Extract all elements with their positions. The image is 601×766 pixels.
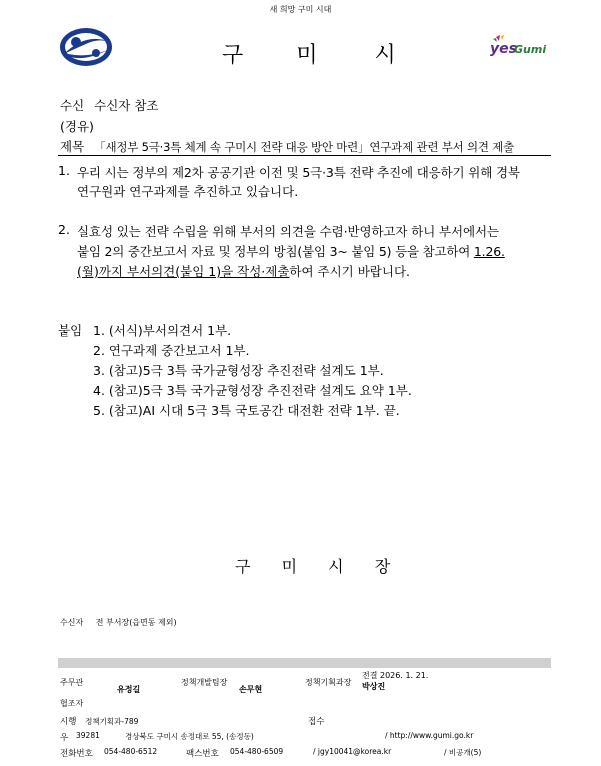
sender-char-3: 시	[328, 557, 344, 576]
paragraph-1-number: 1.	[58, 163, 70, 178]
execution-label: 시행	[60, 717, 77, 727]
document-title	[222, 38, 396, 69]
paragraph-2-line-3	[77, 262, 410, 280]
attachment-item-2: 2. 연구과제 중간보고서 1부.	[93, 343, 250, 358]
title-char-3: 시	[374, 43, 396, 68]
email-link[interactable]: / jgy10041@korea.kr	[313, 747, 392, 756]
attachment-item-4: 4. (참고)5극 3특 국가균형성장 추진전략 설계도 요약 1부.	[93, 383, 412, 398]
recipient-value: 수신자 참조	[94, 98, 159, 113]
subject-label: 제목	[60, 139, 85, 154]
yes-text: yes	[490, 41, 517, 57]
subject-line	[60, 137, 514, 155]
approver-3-name: 박상진	[362, 682, 386, 691]
fax-label: 팩스번호	[186, 749, 219, 759]
execution-line	[60, 715, 138, 727]
sender-char-2: 미	[281, 557, 298, 576]
sender-title	[235, 554, 390, 577]
yes-gumi-logo	[490, 33, 550, 63]
postal-code: 39281	[76, 731, 100, 740]
phone-number: 054-480-6512	[104, 747, 158, 756]
paragraph-2-line-2-text: 붙임 2의 중간보고서 자료 및 정부의 방침(붙임 3~ 붙임 5) 등을 참고하여	[77, 244, 474, 259]
paragraph-2-line-3-text: 하여 주시기 바랍니다.	[289, 264, 411, 279]
attachments-label: 붙임	[58, 323, 83, 338]
address: 경상북도 구미시 송정대로 55, (송정동)	[125, 732, 254, 741]
attachment-item-1: 1. (서식)부서의견서 1부.	[93, 323, 232, 338]
paragraph-1-line-2: 연구원과 연구과제를 추진하고 있습니다.	[77, 184, 299, 199]
paragraph-2-line-2	[77, 242, 505, 260]
sender-char-4: 장	[374, 557, 391, 576]
approval-date: 전결 2026. 1. 21.	[362, 671, 429, 680]
cooperator-label: 협조자	[60, 699, 84, 708]
execution-value: 정책기획과-789	[85, 717, 139, 726]
attachment-item-3: 3. (참고)5극 3특 국가균형성장 추진전략 설계도 1부.	[93, 363, 384, 378]
gumi-city-logo	[58, 24, 114, 70]
distribution-line	[60, 617, 177, 628]
paragraph-1-line-1: 우리 시는 정부의 제2차 공공기관 이전 및 5극·3특 전략 추진에 대응하기 위해 경북	[77, 165, 520, 180]
slogan: 새 희망 구미 시대	[269, 5, 332, 14]
title-char-1: 구	[222, 43, 244, 68]
phone-label: 전화번호	[60, 749, 93, 759]
deadline-date: 1.26.	[473, 244, 505, 259]
gumi-text: Gumi	[514, 43, 547, 56]
subject-divider	[58, 155, 551, 156]
approver-2-role: 정책개발팀장	[181, 678, 228, 687]
approver-3-role: 정책기획과장	[305, 678, 352, 687]
subject-value: 「새정부 5극·3특 체계 속 구미시 전략 대응 방안 마련」연구과제 관련 부서 의견 제출	[94, 140, 515, 154]
approver-1-name: 유정길	[117, 685, 141, 694]
recipient-line	[60, 96, 159, 114]
recipient-label: 수신	[60, 98, 85, 113]
paragraph-2-number: 2.	[58, 222, 70, 237]
disclosure-status: / 비공개(5)	[444, 748, 482, 757]
website-link[interactable]: / http://www.gumi.go.kr	[385, 731, 474, 740]
title-char-2: 미	[296, 43, 318, 68]
approver-2-name: 손무현	[239, 685, 263, 694]
attachment-item-5: 5. (참고)AI 시대 5극 3특 국토공간 대전환 전략 1부. 끝.	[93, 403, 400, 418]
footer-divider-bar	[58, 658, 551, 668]
postal-label: 우	[60, 733, 69, 743]
approver-1-role: 주무관	[60, 678, 84, 687]
distribution-value: 전 부서장(읍면동 제외)	[95, 618, 177, 627]
sender-char-1: 구	[235, 557, 251, 576]
deadline-request: (월)까지 부서의견(붙임 1)을 작성·제출	[77, 264, 290, 279]
paragraph-2-line-1: 실효성 있는 전략 수립을 위해 부서의 의견을 수렴·반영하고자 하니 부서에서는	[77, 224, 499, 239]
fax-number: 054-480-6509	[230, 747, 284, 756]
receipt-label: 접수	[308, 717, 325, 727]
via-line: (경유)	[60, 119, 94, 134]
distribution-label: 수신자	[60, 618, 84, 627]
